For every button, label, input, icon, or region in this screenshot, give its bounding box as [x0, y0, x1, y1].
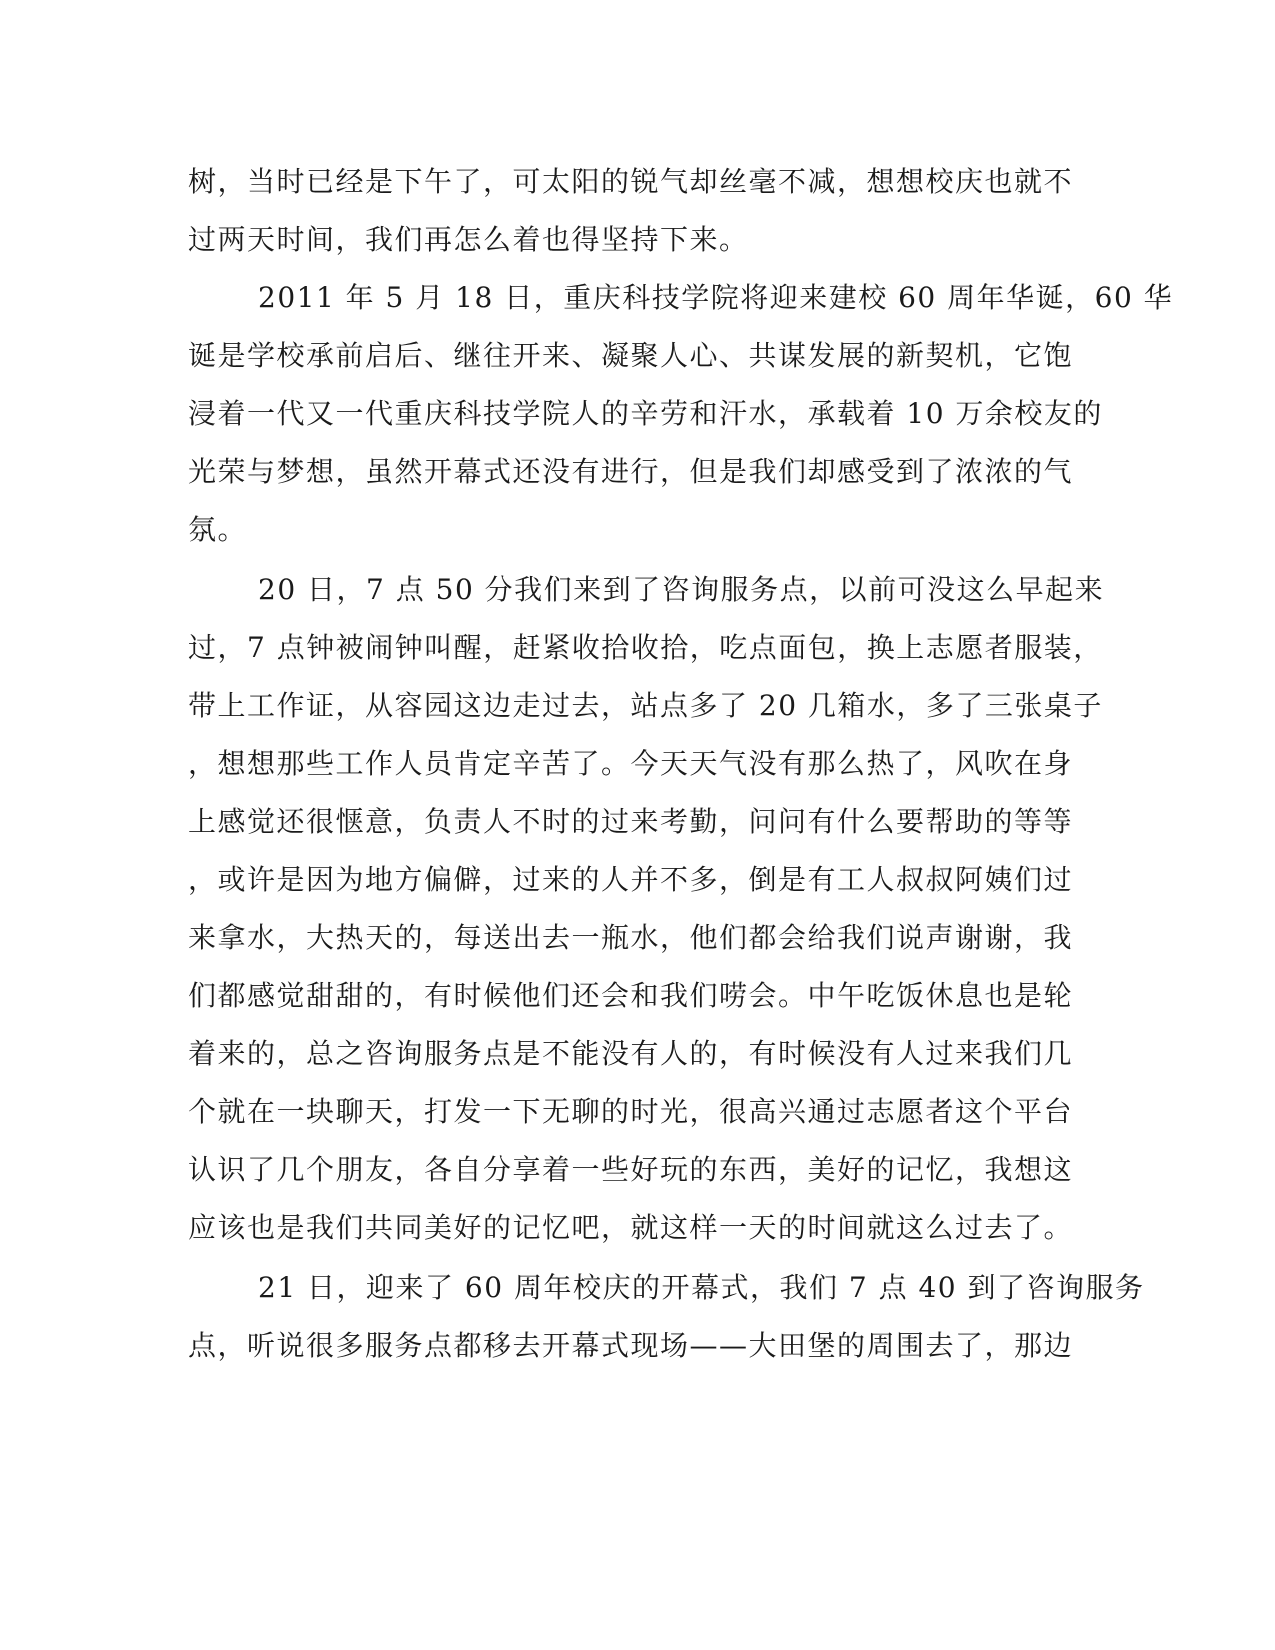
text-line: 带上工作证，从容园这边走过去，站点多了 20 几箱水，多了三张桌子 — [188, 689, 1103, 722]
paragraph-first-line: 20 日，7 点 50 分我们来到了咨询服务点，以前可没这么早起来 — [258, 573, 1105, 606]
text-line: 个就在一块聊天，打发一下无聊的时光，很高兴通过志愿者这个平台 — [188, 1095, 1074, 1128]
text-line: 浸着一代又一代重庆科技学院人的辛劳和汗水，承载着 10 万余校友的 — [188, 397, 1103, 430]
text-line: 着来的，总之咨询服务点是不能没有人的，有时候没有人过来我们几 — [188, 1037, 1074, 1070]
text-line: 来拿水，大热天的，每送出去一瓶水，他们都会给我们说声谢谢，我 — [188, 921, 1074, 954]
text-line: ，或许是因为地方偏僻，过来的人并不多，倒是有工人叔叔阿姨们过 — [188, 863, 1074, 896]
text-line: 过两天时间，我们再怎么着也得坚持下来。 — [188, 223, 749, 256]
text-line: 认识了几个朋友，各自分享着一些好玩的东西，美好的记忆，我想这 — [188, 1153, 1074, 1186]
text-line: 过，7 点钟被闹钟叫醒，赶紧收拾收拾，吃点面包，换上志愿者服装， — [188, 631, 1103, 664]
text-line: 诞是学校承前启后、继往开来、凝聚人心、共谋发展的新契机，它饱 — [188, 339, 1074, 372]
text-line: 上感觉还很惬意，负责人不时的过来考勤，问问有什么要帮助的等等 — [188, 805, 1074, 838]
text-line: 树，当时已经是下午了，可太阳的锐气却丝毫不减，想想校庆也就不 — [188, 165, 1074, 198]
text-line: 们都感觉甜甜的，有时候他们还会和我们唠会。中午吃饭休息也是轮 — [188, 979, 1074, 1012]
text-line: ，想想那些工作人员肯定辛苦了。今天天气没有那么热了，风吹在身 — [188, 747, 1074, 780]
paragraph-first-line: 2011 年 5 月 18 日，重庆科技学院将迎来建校 60 周年华诞，60 华 — [258, 281, 1174, 314]
text-line: 点，听说很多服务点都移去开幕式现场——大田堡的周围去了，那边 — [188, 1329, 1074, 1362]
paragraph-first-line: 21 日，迎来了 60 周年校庆的开幕式，我们 7 点 40 到了咨询服务 — [258, 1271, 1145, 1304]
text-line: 氛。 — [188, 513, 248, 546]
text-line: 应该也是我们共同美好的记忆吧，就这样一天的时间就这么过去了。 — [188, 1211, 1074, 1244]
text-line: 光荣与梦想，虽然开幕式还没有进行，但是我们却感受到了浓浓的气 — [188, 455, 1074, 488]
